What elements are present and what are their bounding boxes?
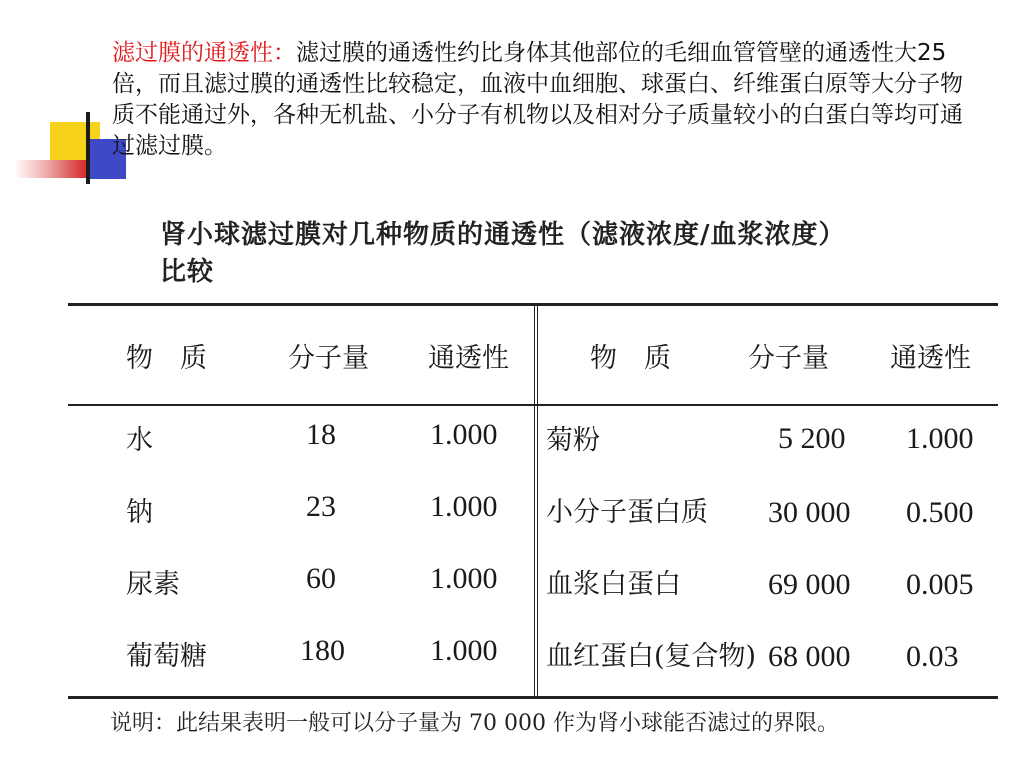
- table-cell: 30 000: [768, 496, 851, 529]
- header-mw-right: 分子量: [748, 343, 829, 374]
- header-substance-right: 物 质: [590, 343, 671, 374]
- table-cell: 小分子蛋白质: [546, 497, 708, 528]
- table-cell: 180: [300, 634, 345, 667]
- header-perm-right: 通透性: [890, 343, 971, 374]
- table-cell: 1.000: [430, 490, 498, 523]
- table-cell: 1.000: [430, 634, 498, 667]
- header-perm-left: 通透性: [428, 343, 509, 374]
- table-cell: 菊粉: [546, 425, 600, 456]
- header-rule: [68, 404, 998, 406]
- center-divider: [534, 306, 538, 696]
- table-cell: 69 000: [768, 568, 851, 601]
- header-mw-left: 分子量: [288, 343, 369, 374]
- intro-body: 滤过膜的通透性约比身体其他部位的毛细血管管壁的通透性大25倍，而且滤过膜的通透性比较稳定，血液中血细胞、球蛋白、纤维蛋白原等大分子物质不能通过外，各种无机盐、小分子有机物以及相对分子质量较小的白蛋白等均可通过滤过膜。: [112, 40, 963, 159]
- intro-lead: 滤过膜的通透性：: [112, 40, 296, 66]
- table-cell: 5 200: [778, 422, 846, 455]
- table-cell: 60: [306, 562, 336, 595]
- table-cell: 葡萄糖: [126, 641, 207, 672]
- table-cell: 1.000: [430, 418, 498, 451]
- table-cell: 1.000: [906, 422, 974, 455]
- decor-vertical-line: [86, 112, 90, 184]
- table-cell: 水: [126, 425, 153, 456]
- table-cell: 18: [306, 418, 336, 451]
- table-cell: 68 000: [768, 640, 851, 673]
- header-substance-left: 物 质: [126, 343, 207, 374]
- intro-paragraph: [112, 38, 972, 162]
- table-cell: 血浆白蛋白: [546, 569, 681, 600]
- table-cell: 23: [306, 490, 336, 523]
- table-cell: 0.500: [906, 496, 974, 529]
- table-cell: 钠: [126, 497, 153, 528]
- table-cell: 血红蛋白(复合物): [546, 641, 757, 672]
- table-cell: 尿素: [126, 569, 180, 600]
- table-cell: 1.000: [430, 562, 498, 595]
- table-cell: 0.03: [906, 640, 959, 673]
- decor-red-bar: [14, 160, 86, 178]
- table-cell: 0.005: [906, 568, 974, 601]
- table-title: 肾小球滤过膜对几种物质的通透性（滤液浓度/血浆浓度）比较: [160, 220, 846, 287]
- table-note: 说明：此结果表明一般可以分子量为 70 000 作为肾小球能否滤过的界限。: [110, 711, 839, 736]
- permeability-table: [68, 303, 998, 699]
